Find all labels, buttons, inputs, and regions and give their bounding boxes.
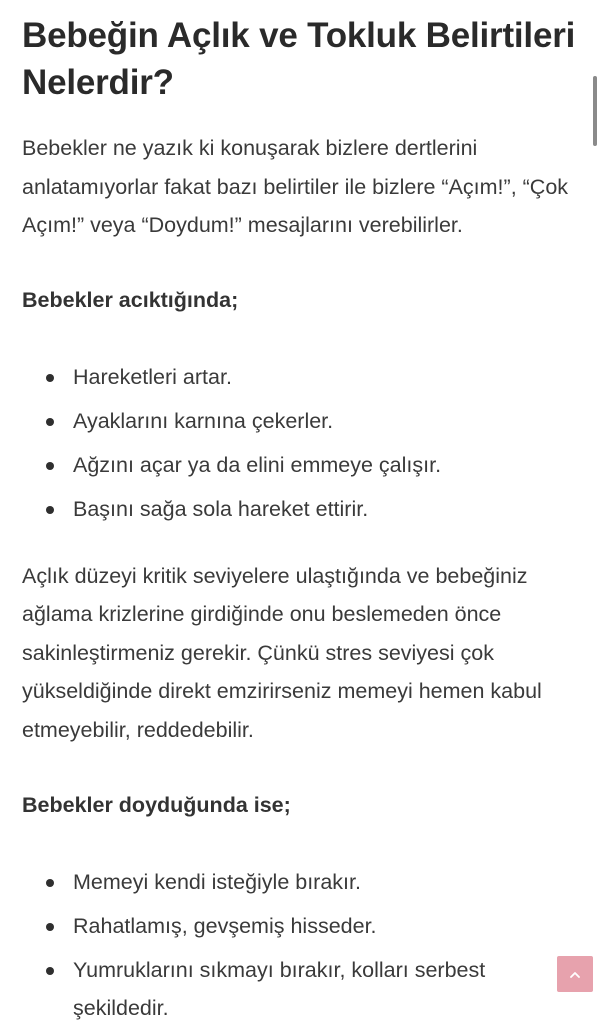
article-title: Bebeğin Açlık ve Tokluk Belirtileri Nelerdir? — [22, 16, 576, 102]
bullet-icon — [46, 506, 54, 514]
list-item — [22, 490, 582, 528]
list-item-text: Ayaklarını karnına çekerler. — [73, 408, 334, 433]
bullet-icon — [46, 967, 54, 975]
chevron-up-icon — [570, 971, 580, 978]
list-item-text: Hareketleri artar. — [73, 364, 232, 389]
hungry-heading: Bebekler acıktığında; — [22, 287, 239, 312]
bullet-icon — [46, 374, 54, 382]
hungry-signs-list — [22, 358, 582, 528]
page-scrollbar[interactable] — [593, 76, 597, 146]
full-heading: Bebekler doyduğunda ise; — [22, 793, 291, 817]
bullet-icon — [46, 462, 54, 470]
list-item-text: Başını sağa sola hareket ettirir. — [73, 496, 369, 521]
list-item — [22, 358, 582, 396]
hunger-paragraph: Açlık düzeyi kritik seviyelere ulaştığında ve bebeğiniz ağlama krizlerine girdiğinde onu beslemeden önce sakinleştirmeniz gerekir. Çünkü stres seviyesi çok yükseldiğinde direkt emzirirseniz memeyi hemen kabul etmeyebilir, reddedebilir. — [22, 563, 542, 742]
list-item-text: Ağzını açar ya da elini emmeye çalışır. — [73, 452, 442, 477]
intro-paragraph: Bebekler ne yazık ki konuşarak bizlere dertlerini anlatamıyorlar fakat bazı belirtiler ile bizlere “Açım!”, “Çok Açım!” veya “Doydum!” mesajlarını verebilirler. — [22, 136, 569, 237]
scroll-to-top-button[interactable] — [557, 956, 593, 992]
bullet-icon — [46, 923, 54, 931]
article — [22, 0, 582, 1033]
list-item-text: Memeyi kendi isteğiyle bırakır. — [73, 870, 361, 894]
bullet-icon — [46, 418, 54, 426]
list-item — [22, 863, 582, 901]
list-item — [22, 951, 582, 1027]
list-item — [22, 446, 582, 484]
list-item-text: Rahatlamış, gevşemiş hisseder. — [73, 914, 377, 938]
list-item — [22, 907, 582, 945]
full-signs-list — [22, 863, 582, 1027]
list-item — [22, 402, 582, 440]
bullet-icon — [46, 879, 54, 887]
list-item-text: Yumruklarını sıkmayı bırakır, kolları serbest şekildedir. — [73, 958, 486, 1020]
